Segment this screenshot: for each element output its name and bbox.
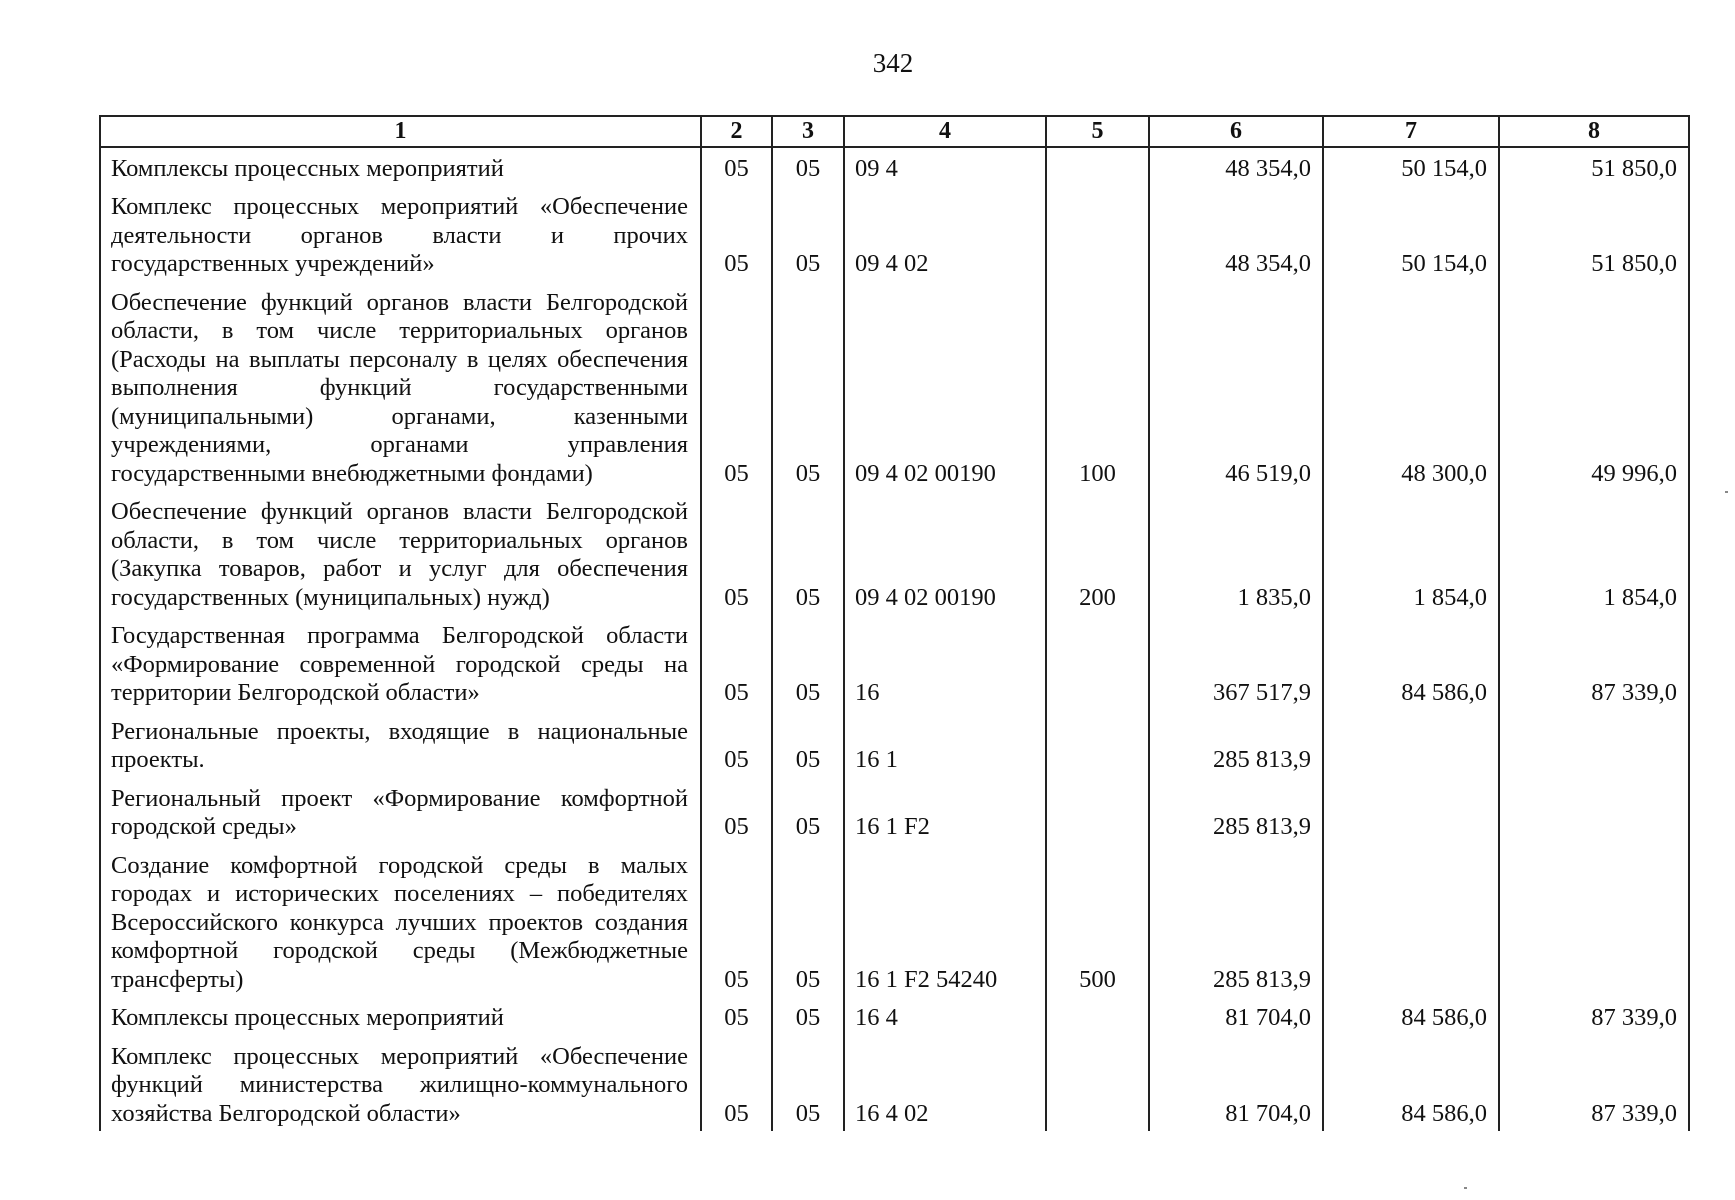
cell-amount-year-3: 1 854,0 [1499,491,1689,615]
expense-name-line: проекты. [111,746,205,773]
cell-amount-year-1: 285 813,9 [1149,778,1323,845]
cell-amount-year-2: 50 154,0 [1323,147,1499,187]
table-row [100,615,1689,711]
cell-amount-year-2: 84 586,0 [1323,1036,1499,1132]
expense-name-line: хозяйства Белгородской области» [111,1099,461,1127]
cell-amount-year-1: 285 813,9 [1149,711,1323,778]
cell-amount-year-3: 87 339,0 [1499,1036,1689,1132]
cell-expense-type [1046,997,1149,1036]
table-row [100,778,1689,845]
expense-name-line: (Расходы на выплаты персоналу в целях обеспечения [111,345,688,373]
cell-amount-year-3 [1499,845,1689,998]
expense-name-line: области, в том числе территориальных органов [111,317,688,344]
cell-expense-name [100,997,701,1036]
expense-name-line: Комплексы процессных мероприятий [111,1004,504,1031]
cell-amount-year-1: 367 517,9 [1149,615,1323,711]
header-col-2: 2 [701,116,772,147]
header-col-1: 1 [100,116,701,147]
table-row [100,491,1689,615]
header-row [100,116,1689,147]
expense-name-line: деятельности органов власти и прочих [111,221,688,249]
header-col-4: 4 [844,116,1046,147]
cell-amount-year-3: 87 339,0 [1499,997,1689,1036]
cell-amount-year-3: 49 996,0 [1499,282,1689,492]
cell-section: 05 [701,778,772,845]
cell-expense-name [100,778,701,845]
expense-name-line: функций министерства жилищно-коммунального [111,1071,688,1098]
expense-name-line: городах и исторических поселениях – победителях [111,880,688,907]
cell-section: 05 [701,491,772,615]
table-body [100,147,1689,1132]
cell-expense-type: 500 [1046,845,1149,998]
cell-subsection: 05 [772,1036,844,1132]
cell-target-article: 16 1 F2 54240 [844,845,1046,998]
expense-name-line: городской среды» [111,813,297,840]
cell-expense-type [1046,147,1149,187]
expense-name-line: Комплекс процессных мероприятий «Обеспечение [111,193,688,220]
cell-subsection: 05 [772,711,844,778]
table-row [100,711,1689,778]
cell-expense-type: 100 [1046,282,1149,492]
cell-amount-year-1: 285 813,9 [1149,845,1323,998]
table-row [100,186,1689,282]
cell-target-article: 09 4 [844,147,1046,187]
expense-name-line: «Формирование современной городской среды на [111,650,688,678]
cell-section: 05 [701,282,772,492]
cell-expense-name [100,845,701,998]
budget-table [99,115,1690,1131]
cell-amount-year-2 [1323,711,1499,778]
expense-name-line: области, в том числе территориальных органов [111,526,688,554]
cell-target-article: 09 4 02 [844,186,1046,282]
cell-amount-year-3: 51 850,0 [1499,147,1689,187]
header-col-8: 8 [1499,116,1689,147]
cell-amount-year-3: 51 850,0 [1499,186,1689,282]
expense-name-line: (Закупка товаров, работ и услуг для обеспечения [111,555,688,582]
expense-name-line: выполнения функций государственными [111,374,688,401]
cell-amount-year-2: 50 154,0 [1323,186,1499,282]
cell-target-article: 16 1 F2 [844,778,1046,845]
cell-amount-year-1: 48 354,0 [1149,186,1323,282]
cell-amount-year-2 [1323,845,1499,998]
cell-subsection: 05 [772,778,844,845]
cell-expense-name [100,615,701,711]
expense-name-line: Государственная программа Белгородской области [111,622,688,649]
cell-expense-type: 200 [1046,491,1149,615]
cell-amount-year-1: 46 519,0 [1149,282,1323,492]
expense-name-line: комфортной городской среды (Межбюджетные [111,937,688,964]
cell-amount-year-1: 48 354,0 [1149,147,1323,187]
cell-section: 05 [701,1036,772,1132]
expense-name-line: Региональный проект «Формирование комфортной [111,784,688,812]
cell-amount-year-1: 81 704,0 [1149,997,1323,1036]
expense-name-line: (муниципальными) органами, казенными [111,402,688,430]
scan-speck [1464,1187,1467,1189]
cell-section: 05 [701,845,772,998]
cell-subsection: 05 [772,615,844,711]
cell-target-article: 09 4 02 00190 [844,491,1046,615]
cell-expense-type [1046,778,1149,845]
table-row [100,997,1689,1036]
header-col-5: 5 [1046,116,1149,147]
cell-subsection: 05 [772,282,844,492]
header-col-7: 7 [1323,116,1499,147]
expense-name-line: территории Белгородской области» [111,679,480,706]
cell-expense-name [100,147,701,187]
cell-section: 05 [701,186,772,282]
cell-amount-year-1: 81 704,0 [1149,1036,1323,1132]
expense-name-line: Комплексы процессных мероприятий [111,154,504,182]
cell-expense-type [1046,1036,1149,1132]
cell-expense-type [1046,711,1149,778]
cell-subsection: 05 [772,147,844,187]
table-row [100,1036,1689,1132]
page-number: 342 [872,48,914,78]
cell-target-article: 09 4 02 00190 [844,282,1046,492]
scan-speck [1725,491,1728,493]
cell-expense-type [1046,615,1149,711]
header-col-3: 3 [772,116,844,147]
cell-expense-name [100,491,701,615]
cell-amount-year-2: 84 586,0 [1323,997,1499,1036]
cell-amount-year-2 [1323,778,1499,845]
cell-expense-type [1046,186,1149,282]
cell-section: 05 [701,997,772,1036]
cell-subsection: 05 [772,186,844,282]
cell-subsection: 05 [772,491,844,615]
cell-expense-name [100,282,701,492]
cell-target-article: 16 1 [844,711,1046,778]
table-row [100,845,1689,998]
table-row [100,147,1689,187]
cell-section: 05 [701,615,772,711]
cell-section: 05 [701,147,772,187]
cell-expense-name [100,1036,701,1132]
expense-name-line: Обеспечение функций органов власти Белгородской [111,288,688,316]
expense-name-line: государственных учреждений» [111,250,435,277]
expense-name-line: государственными внебюджетными фондами) [111,459,593,487]
expense-name-line: учреждениями, органами управления [111,431,688,458]
cell-amount-year-2: 84 586,0 [1323,615,1499,711]
cell-amount-year-2: 1 854,0 [1323,491,1499,615]
cell-amount-year-3 [1499,711,1689,778]
expense-name-line: Комплекс процессных мероприятий «Обеспечение [111,1042,688,1070]
cell-target-article: 16 4 [844,997,1046,1036]
cell-expense-name [100,711,701,778]
cell-target-article: 16 4 02 [844,1036,1046,1132]
cell-amount-year-3 [1499,778,1689,845]
cell-subsection: 05 [772,997,844,1036]
expense-name-line: государственных (муниципальных) нужд) [111,583,550,611]
cell-subsection: 05 [772,845,844,998]
header-col-6: 6 [1149,116,1323,147]
cell-section: 05 [701,711,772,778]
cell-amount-year-2: 48 300,0 [1323,282,1499,492]
table-row [100,282,1689,492]
cell-target-article: 16 [844,615,1046,711]
expense-name-line: Всероссийского конкурса лучших проектов создания [111,908,688,936]
expense-name-line: трансферты) [111,965,244,993]
cell-amount-year-3: 87 339,0 [1499,615,1689,711]
expense-name-line: Региональные проекты, входящие в национальные [111,717,688,745]
expense-name-line: Обеспечение функций органов власти Белгородской [111,498,688,525]
expense-name-line: Создание комфортной городской среды в малых [111,851,688,879]
cell-amount-year-1: 1 835,0 [1149,491,1323,615]
cell-expense-name [100,186,701,282]
